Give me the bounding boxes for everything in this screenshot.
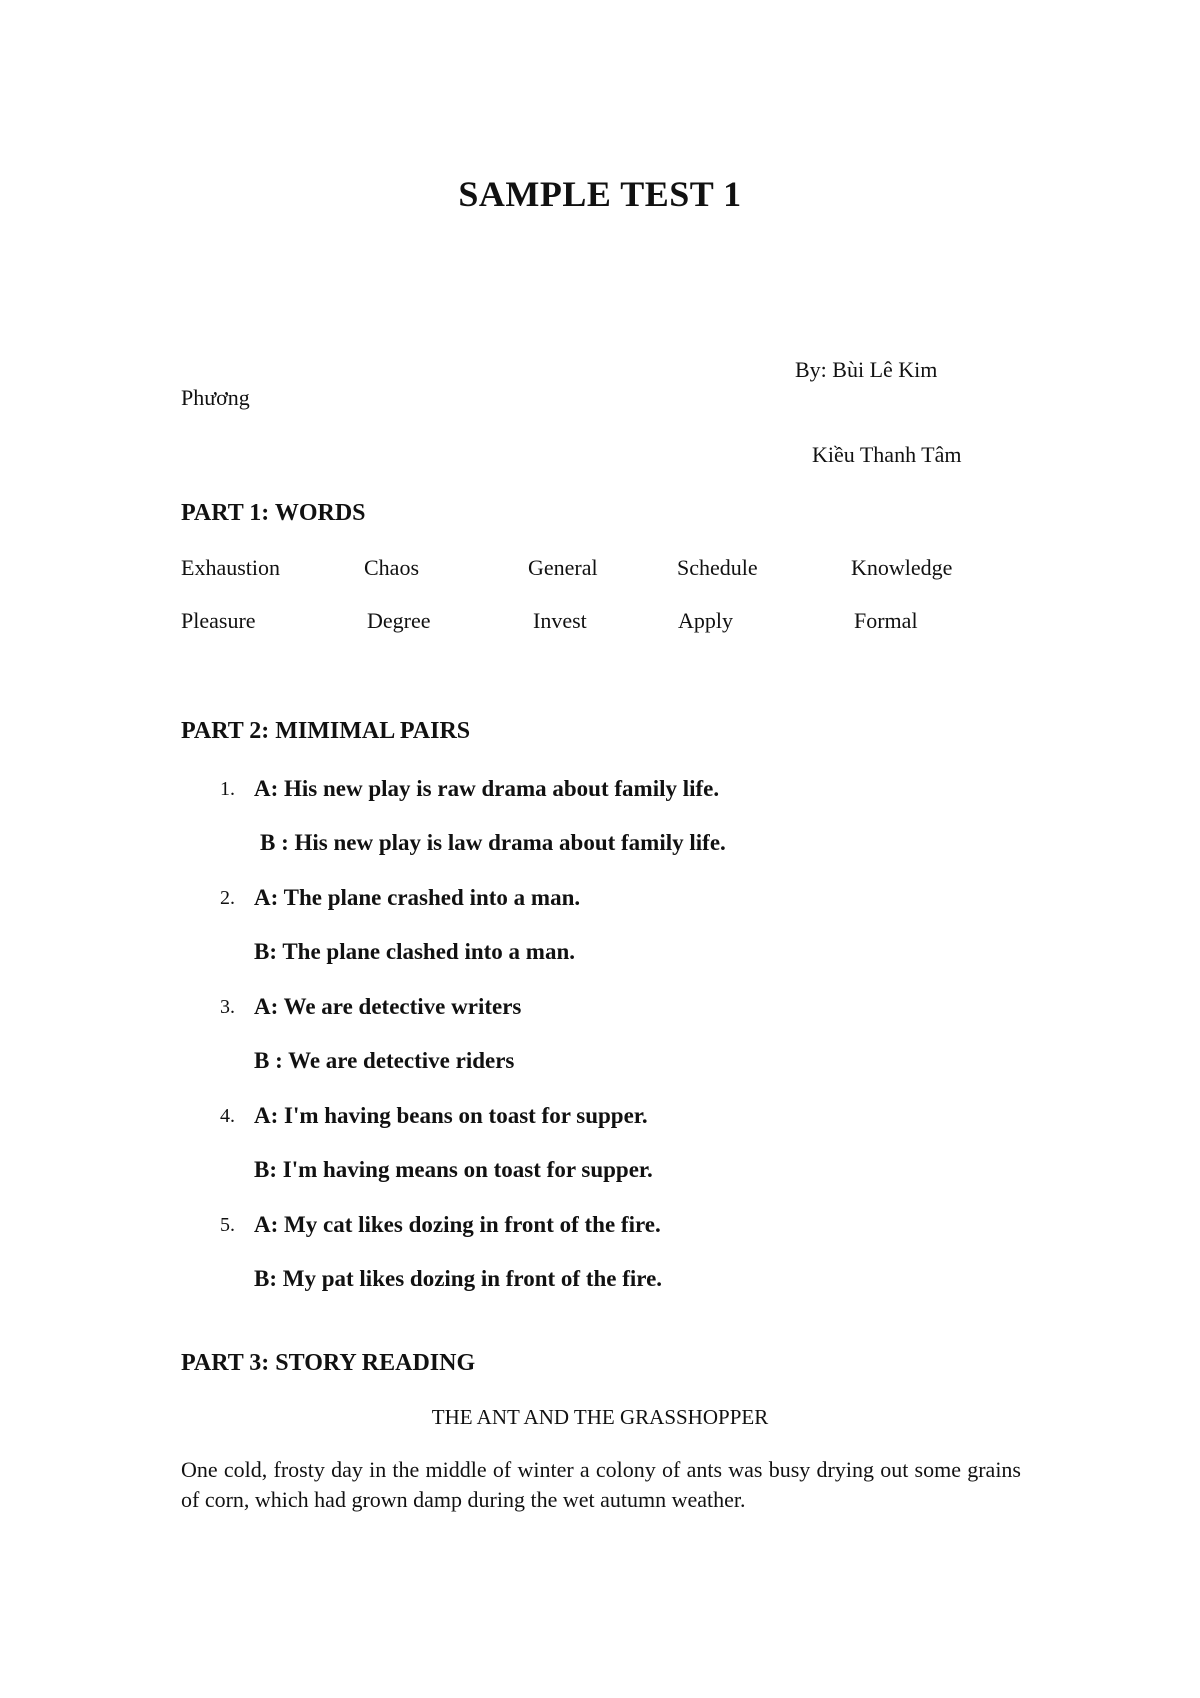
pair-sentence-b: B : We are detective riders bbox=[254, 1048, 515, 1073]
pair-sentence-a: A: I'm having beans on toast for supper. bbox=[254, 1103, 648, 1128]
word-item: Schedule bbox=[677, 555, 758, 580]
word-item: Invest bbox=[533, 608, 587, 633]
pair-keyword: beans bbox=[396, 1103, 453, 1128]
pair-sentence-b: B: My pat likes dozing in front of the fire. bbox=[254, 1266, 663, 1291]
author-line-1: By: Bùi Lê Kim bbox=[795, 357, 938, 382]
pair-number: 2. bbox=[220, 887, 235, 909]
pair-number: 5. bbox=[220, 1214, 235, 1236]
story-paragraph: One cold, frosty day in the middle of winter a colony of ants was busy drying out some grains of corn, which had grown damp during the wet autumn weather. bbox=[181, 1457, 1021, 1512]
pair-sentence-b: B : His new play is law drama about family life. bbox=[260, 830, 726, 855]
pair-number: 1. bbox=[220, 778, 235, 800]
author-line-1-continued: Phương bbox=[181, 385, 250, 410]
pair-keyword: cat bbox=[322, 1212, 353, 1237]
pair-sentence-a: A: His new play is raw drama about family life. bbox=[254, 776, 720, 801]
word-item: Knowledge bbox=[851, 555, 953, 580]
pair-keyword: pat bbox=[321, 1266, 354, 1291]
word-item: Apply bbox=[678, 608, 733, 633]
word-item: Formal bbox=[854, 608, 918, 633]
page-title: SAMPLE TEST 1 bbox=[458, 174, 742, 214]
word-item: Exhaustion bbox=[181, 555, 280, 580]
pair-keyword: means bbox=[395, 1157, 458, 1182]
pair-sentence-b: B: The plane clashed into a man. bbox=[254, 939, 575, 964]
word-item: Degree bbox=[367, 608, 431, 633]
pair-number: 3. bbox=[220, 996, 235, 1018]
word-item: Chaos bbox=[364, 555, 419, 580]
word-item: General bbox=[528, 555, 598, 580]
part1-heading: PART 1: WORDS bbox=[181, 500, 366, 526]
pair-sentence-a: A: The plane crashed into a man. bbox=[254, 885, 581, 910]
part3-heading: PART 3: STORY READING bbox=[181, 1350, 476, 1376]
pair-sentence-a: A: My cat likes dozing in front of the fire. bbox=[254, 1212, 661, 1237]
pair-sentence-a: A: We are detective writers bbox=[254, 994, 522, 1019]
pair-keyword: riders bbox=[455, 1048, 515, 1073]
part2-heading: PART 2: MIMIMAL PAIRS bbox=[181, 718, 471, 744]
word-item: Pleasure bbox=[181, 608, 256, 633]
pair-keyword: crashed bbox=[387, 885, 464, 910]
pair-keyword: writers bbox=[451, 994, 522, 1019]
pair-keyword: law bbox=[447, 830, 483, 855]
author-line-2: Kiều Thanh Tâm bbox=[812, 442, 962, 467]
pair-sentence-b: B: I'm having means on toast for supper. bbox=[254, 1157, 653, 1182]
pair-keyword: raw bbox=[437, 776, 476, 801]
pair-number: 4. bbox=[220, 1105, 235, 1127]
story-title: THE ANT AND THE GRASSHOPPER bbox=[431, 1405, 769, 1429]
pair-keyword: clashed bbox=[385, 939, 459, 964]
